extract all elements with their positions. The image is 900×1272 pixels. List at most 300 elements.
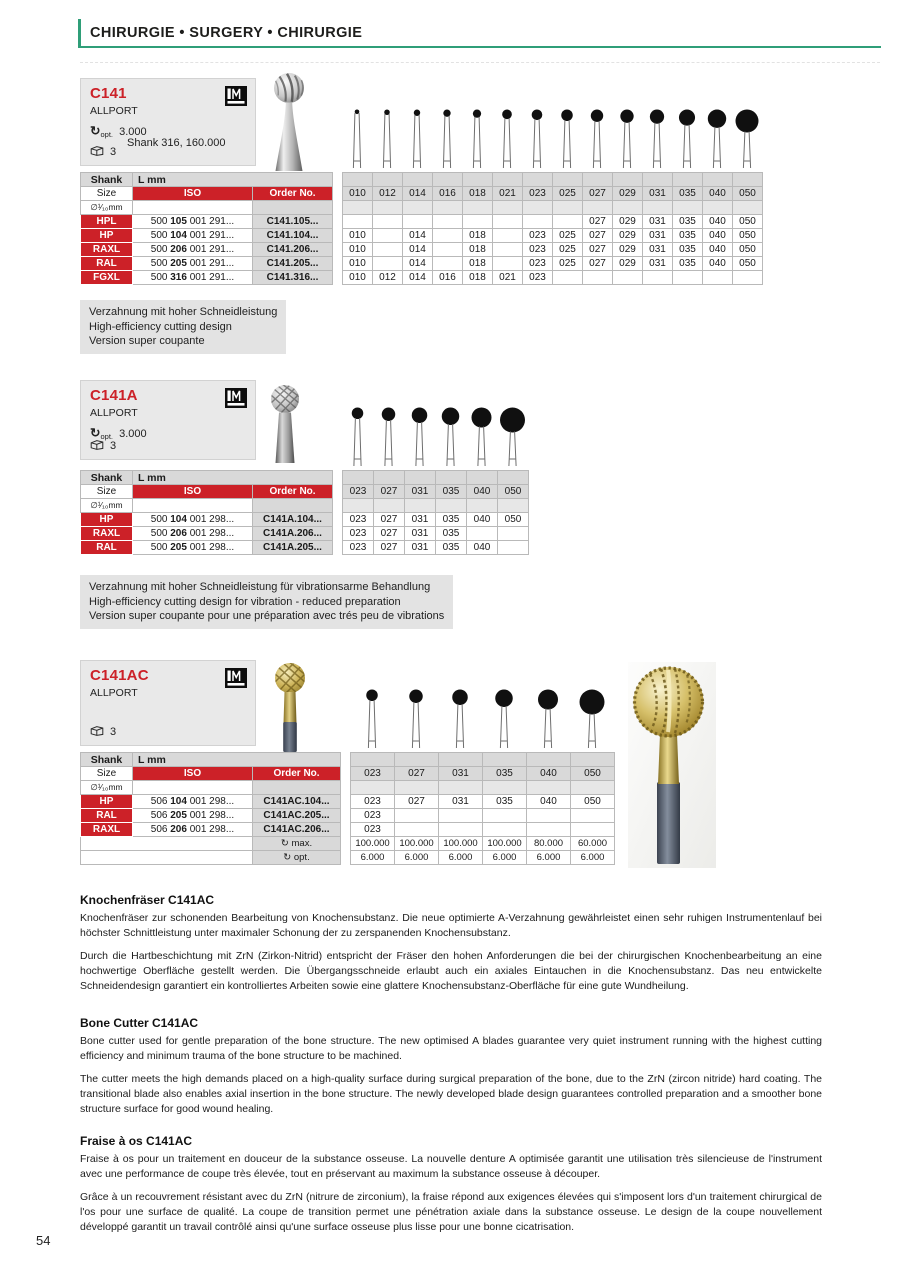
bur-size-icon [522,108,552,170]
description-heading: Knochenfräser C141AC [80,893,215,907]
bur-size-icon [342,108,372,170]
shank-header: Shank [81,173,133,187]
table-header-row [81,485,529,499]
spacer [333,513,343,527]
order-cell: C141A.205... [253,541,333,555]
size-cell [433,257,463,271]
order-cell: C141AC.205... [253,809,341,823]
size-cell [343,215,373,229]
speed-value: 100.000 [483,837,527,851]
order-blank [253,781,341,795]
size-cell: 010 [343,243,373,257]
size-cell: 040 [703,243,733,257]
size-top-cell [643,173,673,187]
size-top-cell [436,471,467,485]
spacer [333,527,343,541]
size-col-header: 023 [523,187,553,201]
size-cell: 035 [436,527,467,541]
iso-cell: 500 205 001 291... [133,257,253,271]
product-row [81,795,615,809]
pack-line [90,145,116,159]
speed-row [81,851,615,865]
size-col-header: 050 [571,767,615,781]
shank-chip: RAXL [81,823,133,837]
size-cell [483,823,527,837]
size-cell [643,271,673,285]
size-cell: 035 [483,795,527,809]
bur-figure-c141ac [270,662,310,759]
size-col-header: 018 [463,187,493,201]
iso-blank [133,201,253,215]
size-cell: 010 [343,229,373,243]
size-col-header: 025 [553,187,583,201]
speed-value: 6.000 [395,851,439,865]
size-blank [643,201,673,215]
size-cell: 040 [703,257,733,271]
size-cell [483,809,527,823]
speed-value: 6.000 [571,851,615,865]
size-cell: 023 [523,271,553,285]
order-cell: C141.205... [253,257,333,271]
bur-size-icon [612,108,642,170]
order-cell: C141AC.104... [253,795,341,809]
pack-qty: 3 [110,726,117,738]
shank-header: Shank [81,471,133,485]
size-blank [405,499,436,513]
size-cell [403,215,433,229]
bur-size-icon [402,108,432,170]
size-cell: 023 [351,823,395,837]
size-col-header: 040 [527,767,571,781]
pack-qty: 3 [110,440,117,452]
size-cell [553,215,583,229]
note-line-de: Verzahnung mit hoher Schneidleistung [89,306,278,318]
size-top-cell [583,173,613,187]
spacer [341,753,351,767]
size-cell: 018 [463,257,493,271]
spacer [333,229,343,243]
order-cell: C141.206... [253,243,333,257]
order-header: Order No. [253,485,333,499]
rpm-icon: ↻ [90,426,101,440]
size-cell: 025 [553,243,583,257]
blank-cell [81,837,253,851]
size-blank [343,499,374,513]
size-cell: 029 [613,229,643,243]
bur-size-icon [466,406,497,468]
size-col-header: 027 [583,187,613,201]
shank-header: Shank [81,753,133,767]
size-cell: 010 [343,257,373,271]
size-label: Size [81,187,133,201]
size-cell: 035 [436,513,467,527]
description-paragraph: The cutter meets the high demands placed on a high-quality surface during surgical preparation of the bone, due to the ZrN (zircon nitride) hard coating. The transitional blade also enables axial insertion in the bone structure. The newly developed blade design guarantees controlled preparation and a smoother bone structure surface for good wound healing. [80,1073,822,1115]
description-paragraph: Durch die Hartbeschichtung mit ZrN (Zirkon-Nitrid) entspricht der Fräser den hohen Anforderungen die bei der chirurgischen Knochenbearbeitung an eine hochwertige Oberfläche gestellt werden. Die Übergangsschneide erlaubt auch ein axiales Eintauchen in die Knochensubstanz. Das neu entwickelte Schneidendesign garantiert ein kontrolliertes Arbeiten sowie eine glattere Knochensubstanz-Oberfläche für eine gute Wundheilung. [80,950,822,992]
product-row [81,823,615,837]
size-blank [523,201,553,215]
size-cell: 035 [673,229,703,243]
size-col-header: 023 [343,485,374,499]
note-box-c141 [80,300,286,354]
size-col-header: 035 [673,187,703,201]
size-top-cell [374,471,405,485]
product-row [81,527,529,541]
size-cell: 023 [343,541,374,555]
spacer [341,851,351,865]
size-col-header: 012 [373,187,403,201]
diameter-label: ∅¹⁄₁₀mm [81,499,133,513]
speed-label: ↻ opt. [253,851,341,865]
size-blank [613,201,643,215]
page-number: 54 [36,1233,51,1248]
size-col-header: 027 [374,485,405,499]
order-cell: C141A.206... [253,527,333,541]
brand-logo-icon [225,668,247,688]
bur-size-icon [732,108,762,170]
table-header-row [81,767,615,781]
description-paragraph: Grâce à un recouvrement résistant avec du ZrN (nitrure de zirconium), la fraise répond aux exigences élevées qui s'imposent lors d'un traitement chirurgical de l'os pour une surface de qualité. La coupe de transition permet une pénétration axiale dans la substance osseuse. Le design de la coupe nouvellement développé garantit un travail contrôlé ainsi qu'une surface osseuse plus lisse pour une bonne cicatrisation. [80,1191,822,1233]
size-label: Size [81,767,133,781]
spacer [333,201,343,215]
size-cell [467,527,498,541]
product-name: ALLPORT [90,407,138,419]
iso-header: ISO [133,485,253,499]
spacer [333,243,343,257]
size-top-cell [483,753,527,767]
bur-size-icon [552,108,582,170]
size-blank [498,499,529,513]
iso-header: ISO [133,187,253,201]
product-panel-c141a [80,380,256,460]
size-blank [583,201,613,215]
size-cell [583,271,613,285]
size-blank [703,201,733,215]
size-cell: 040 [703,215,733,229]
size-cell: 027 [583,243,613,257]
size-cell [527,809,571,823]
product-code: C141AC [90,667,149,684]
size-cell: 040 [467,541,498,555]
product-code: C141A [90,387,138,404]
speed-value: 6.000 [439,851,483,865]
iso-cell: 506 206 001 298... [133,823,253,837]
size-cell: 023 [523,257,553,271]
size-top-cell [351,753,395,767]
bur-size-icon [582,108,612,170]
speed-value: 100.000 [351,837,395,851]
product-row [81,215,763,229]
size-cell: 021 [493,271,523,285]
iso-header: ISO [133,767,253,781]
package-icon [90,145,104,159]
size-cell: 031 [439,795,483,809]
table-header-row [81,471,529,485]
table-header-row [81,753,615,767]
bur-size-icon [394,688,438,750]
size-top-cell [733,173,763,187]
size-cell: 035 [673,243,703,257]
size-cell [733,271,763,285]
spacer [341,809,351,823]
product-panel-c141ac [80,660,256,746]
note-line-en: High-efficiency cutting design [89,320,232,333]
iso-cell: 500 205 001 298... [133,541,253,555]
speed-value: 80.000 [527,837,571,851]
size-cell: 014 [403,243,433,257]
size-top-cell [343,173,373,187]
order-cell: C141AC.206... [253,823,341,837]
description-heading: Bone Cutter C141AC [80,1016,199,1030]
pack-line [90,725,116,739]
size-top-cell [527,753,571,767]
lmm-header: L mm [133,471,333,485]
speed-row [81,837,615,851]
rpm-value: 3.000 [119,126,147,138]
size-cell: 014 [403,257,433,271]
note-line-fr: Version super coupante pour une préparation avec trés peu de vibrations [89,610,445,622]
size-cell: 031 [405,527,436,541]
spacer [333,499,343,513]
spacer [341,795,351,809]
size-cell: 027 [583,215,613,229]
size-top-cell [493,173,523,187]
size-cell [493,243,523,257]
size-cell: 027 [583,229,613,243]
size-blank [374,499,405,513]
bur-size-icon [642,108,672,170]
speed-value: 100.000 [439,837,483,851]
size-cell: 018 [463,243,493,257]
bur-size-icon [373,406,404,468]
bur-size-icon [432,108,462,170]
order-header: Order No. [253,187,333,201]
size-cell: 023 [351,795,395,809]
product-name: ALLPORT [90,105,138,117]
spacer [341,837,351,851]
order-cell: C141A.104... [253,513,333,527]
order-cell: C141.104... [253,229,333,243]
spacer [333,215,343,229]
size-col-header: 010 [343,187,373,201]
spacer [333,187,343,201]
size-cell [373,215,403,229]
product-code: C141 [90,85,127,102]
product-row [81,513,529,527]
size-cell: 050 [733,257,763,271]
size-cell: 040 [467,513,498,527]
shank-chip: RAL [81,257,133,271]
size-top-cell [523,173,553,187]
iso-cell: 500 104 001 298... [133,513,253,527]
shank-chip: HP [81,229,133,243]
size-cell: 050 [498,513,529,527]
product-row [81,257,763,271]
size-blank [395,781,439,795]
size-blank [673,201,703,215]
size-blank [483,781,527,795]
size-cell [373,257,403,271]
spacer [333,271,343,285]
size-cell [527,823,571,837]
rpm-opt-label: opt. [100,432,113,441]
rpm-shank-note: Shank 316, 160.000 [127,137,226,149]
spacer [333,541,343,555]
speed-value: 6.000 [351,851,395,865]
size-cell [395,809,439,823]
size-col-header: 040 [467,485,498,499]
size-cell: 016 [433,271,463,285]
size-cell: 027 [395,795,439,809]
bur-size-icon [702,108,732,170]
table-header-row [81,173,763,187]
rpm-value: 3.000 [119,428,147,440]
table-header-row [81,499,529,513]
product-table-c141ac [80,752,615,865]
package-icon [90,439,104,453]
bur-size-icon [526,688,570,750]
speed-value: 6.000 [483,851,527,865]
size-top-cell [373,173,403,187]
size-cell [463,215,493,229]
size-blank [403,201,433,215]
brand-logo-icon [225,388,247,408]
bur-size-icon [350,688,394,750]
pack-qty: 3 [110,146,117,158]
size-cell: 023 [343,513,374,527]
size-top-cell [405,471,436,485]
size-col-header: 035 [483,767,527,781]
product-panel-c141 [80,78,256,166]
shank-chip: HP [81,795,133,809]
size-top-cell [403,173,433,187]
iso-cell: 500 206 001 298... [133,527,253,541]
shank-chip: RAXL [81,527,133,541]
size-cell: 050 [733,243,763,257]
product-row [81,271,763,285]
size-top-cell [467,471,498,485]
iso-cell: 506 104 001 298... [133,795,253,809]
diameter-label: ∅¹⁄₁₀mm [81,781,133,795]
size-top-cell [439,753,483,767]
size-col-header: 035 [436,485,467,499]
size-cell [493,229,523,243]
size-icon-row [342,406,528,468]
size-cell: 023 [523,229,553,243]
size-cell: 018 [463,271,493,285]
size-col-header: 031 [439,767,483,781]
size-cell: 023 [343,527,374,541]
product-photo-c141ac [628,662,716,873]
description-de [80,893,822,1002]
size-cell [373,243,403,257]
size-cell: 031 [405,541,436,555]
size-cell [673,271,703,285]
size-blank [463,201,493,215]
size-cell: 025 [553,257,583,271]
rpm-opt-label: opt. [100,130,113,139]
size-cell: 023 [523,243,553,257]
shank-chip: FGXL [81,271,133,285]
size-cell: 014 [403,271,433,285]
size-col-header: 050 [733,187,763,201]
size-cell: 031 [643,243,673,257]
product-table-c141 [80,172,763,285]
size-col-header: 016 [433,187,463,201]
spacer [341,781,351,795]
size-cell [498,527,529,541]
size-cell [553,271,583,285]
order-header: Order No. [253,767,341,781]
note-line-de: Verzahnung mit hoher Schneidleistung für vibrationsarme Behandlung [89,581,431,593]
pack-line [90,439,116,453]
size-cell: 029 [613,215,643,229]
iso-cell: 500 316 001 291... [133,271,253,285]
size-col-header: 014 [403,187,433,201]
lmm-header: L mm [133,753,341,767]
size-label: Size [81,485,133,499]
size-top-cell [463,173,493,187]
shank-chip: RAL [81,541,133,555]
size-cell: 029 [613,243,643,257]
size-cell: 018 [463,229,493,243]
size-cell: 040 [703,229,733,243]
size-cell: 050 [733,215,763,229]
description-paragraph: Fraise à os pour un traitement en douceur de la substance osseuse. La nouvelle denture A optimisée garantit une utilisation très silencieuse de l'instrument avec une performance de coupe très élevée, tout en préservant au maximum la substance osseuse à découper. [80,1153,822,1180]
size-cell: 031 [643,215,673,229]
size-cell [523,215,553,229]
size-cell [493,215,523,229]
rpm-icon: ↻ [90,124,101,138]
iso-cell: 500 104 001 291... [133,229,253,243]
size-top-cell [343,471,374,485]
order-blank [253,201,333,215]
blank-cell [81,851,253,865]
lmm-header: L mm [133,173,333,187]
size-cell: 012 [373,271,403,285]
speed-label: ↻ max. [253,837,341,851]
size-cell: 027 [583,257,613,271]
note-line-fr: Version super coupante [89,335,205,347]
size-cell [571,823,615,837]
size-icon-row [342,108,762,170]
package-icon [90,725,104,739]
size-cell: 031 [643,229,673,243]
product-row [81,243,763,257]
product-table-c141a [80,470,529,555]
size-top-cell [395,753,439,767]
size-top-cell [498,471,529,485]
header-accent-vertical [78,19,81,48]
size-cell: 031 [405,513,436,527]
size-cell [433,215,463,229]
product-row [81,809,615,823]
size-col-header: 027 [395,767,439,781]
page-title: CHIRURGIE • SURGERY • CHIRURGIE [90,25,363,41]
size-top-cell [571,753,615,767]
brand-logo-icon [225,86,247,106]
iso-cell: 500 105 001 291... [133,215,253,229]
size-cell: 035 [673,215,703,229]
note-line-en: High-efficiency cutting design for vibration - reduced preparation [89,595,401,608]
spacer [333,173,343,187]
order-cell: C141.105... [253,215,333,229]
description-paragraph: Bone cutter used for gentle preparation of the bone structure. The new optimised A blades guarantee very quiet instrument running with the highest cutting efficiency and minimum trauma of the bone structure to be machined. [80,1035,822,1062]
size-cell: 023 [351,809,395,823]
size-blank [553,201,583,215]
bur-size-icon [492,108,522,170]
size-cell [498,541,529,555]
size-cell: 029 [613,257,643,271]
